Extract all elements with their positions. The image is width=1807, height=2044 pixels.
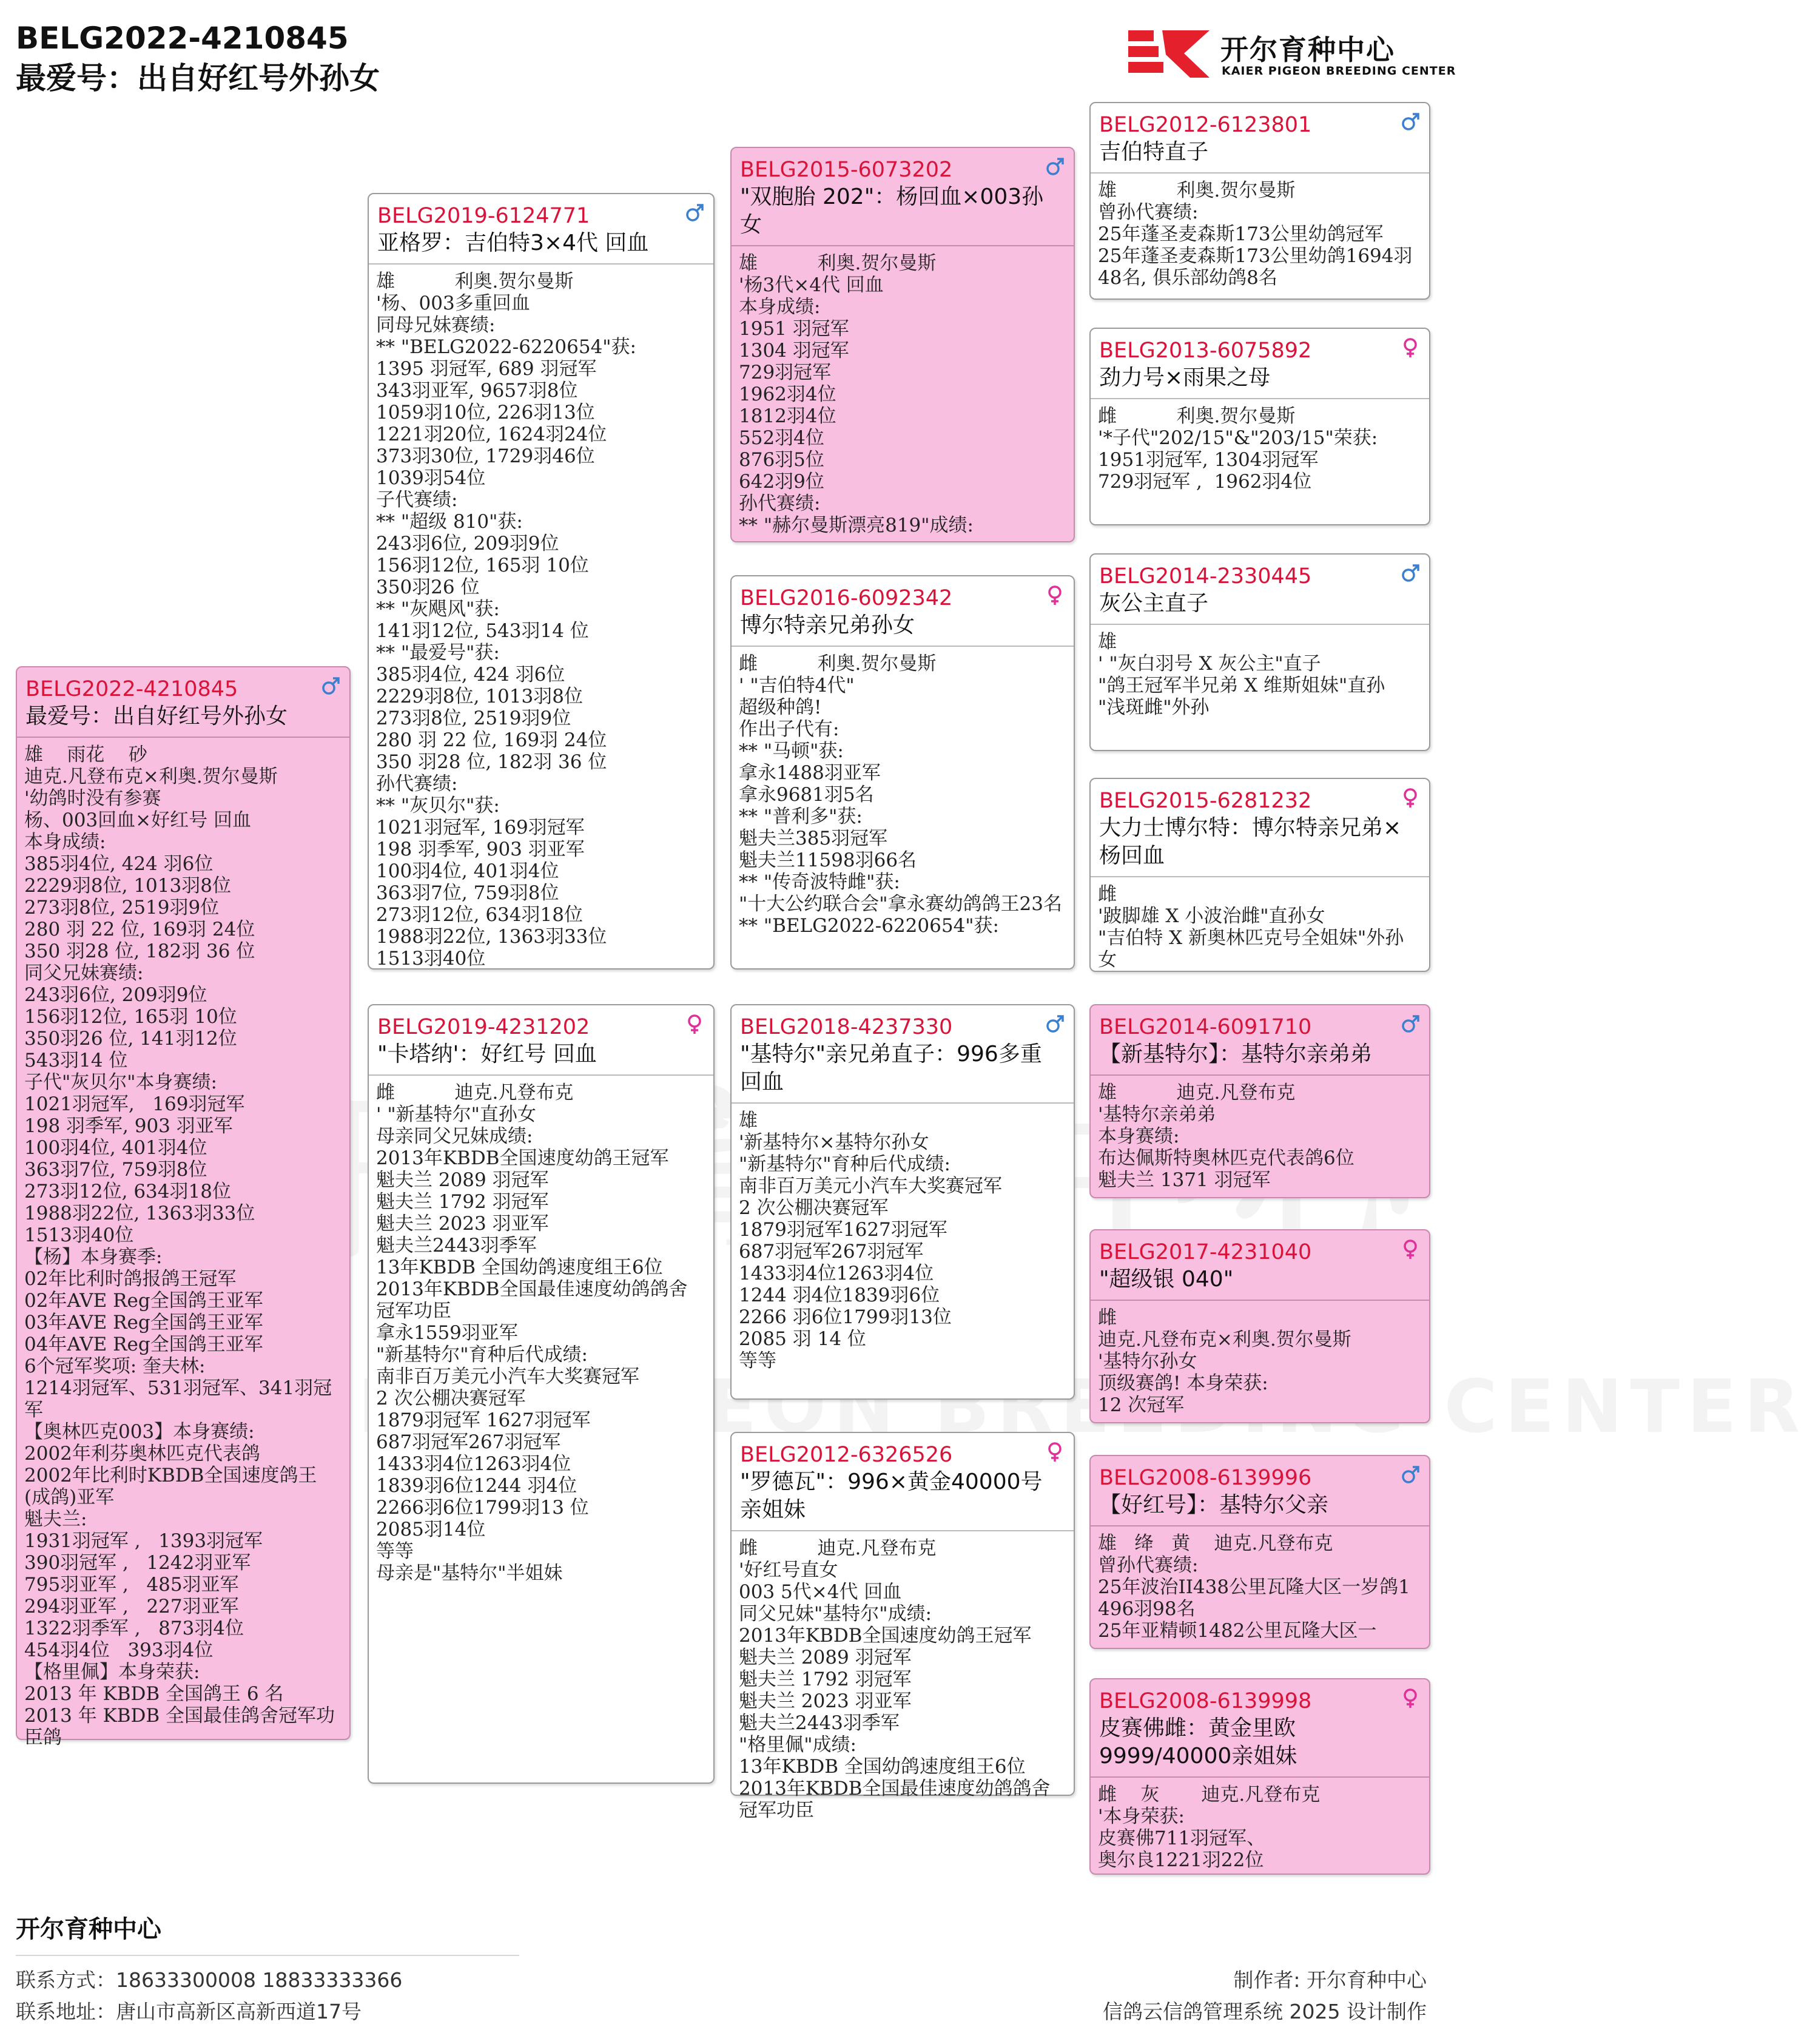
pigeon-name: 亚格罗：吉伯特3×4代 回血 xyxy=(377,231,649,255)
card-header xyxy=(1091,1230,1429,1301)
pigeon-name: "罗德瓦"：996×黄金40000号亲姐妹 xyxy=(740,1469,1043,1522)
footer-divider xyxy=(16,1955,519,1956)
female-icon xyxy=(1045,585,1065,605)
pedigree-card-dam-dam xyxy=(730,1432,1075,1821)
pigeon-name: 博尔特亲兄弟孙女 xyxy=(740,613,915,638)
ring-number: BELG2019-4231202 xyxy=(377,1015,590,1039)
card-header xyxy=(369,1005,713,1076)
card-body: 雄 ' "灰白羽号 X 灰公主"直子 "鸽王冠军半兄弟 X 维斯姐妹"直孙 "浅斑雌"外孙 xyxy=(1098,631,1385,718)
footer-company: 开尔育种中心 xyxy=(16,1915,161,1943)
ring-number: BELG2016-6092342 xyxy=(740,586,953,610)
pigeon-name: 【新基特尔】：基特尔亲弟弟 xyxy=(1099,1042,1373,1067)
female-icon xyxy=(684,1014,705,1034)
ring-number: BELG2014-2330445 xyxy=(1099,564,1312,589)
male-icon xyxy=(684,203,705,223)
female-icon xyxy=(1400,1688,1421,1708)
card-body: 雄 利奥.贺尔曼斯 '杨、003多重回血 同母兄妹赛绩: ** "BELG2022-6220654"获: 1395 羽冠军, 689 羽冠军 343羽亚军, 9657羽8位 1059羽10位, 226羽13位 1221羽20位, 1624羽24位 373羽30位, 1729羽46位 1039羽54位 子代赛绩: ** "超级 810"获: 243羽6位, 209羽9位 156羽12位, 165羽 10位 350羽26 位 ** "灰飓风"获: 141羽12位, 543羽14 位 ** "最爱号"获: 385羽4位, 424 羽6位 2229羽8位, 1013羽8位 273羽8位, 2519羽9位 280 羽 22 位, 169羽 24位 350 羽28 位, 182羽 36 位 孙代赛绩: ** "灰贝尔"获: 1021羽冠军, 169羽冠军 198 羽季军, 903 羽亚军 100羽4位, 401羽4位 363羽7位, 759羽8位 273羽12位, 634羽18位 1988羽22位, 1363羽33位 1513羽40位 xyxy=(376,271,637,970)
pigeon-name: 大力士博尔特：博尔特亲兄弟×杨回血 xyxy=(1099,815,1402,868)
pedigree-card-dss xyxy=(1089,1004,1430,1198)
card-header xyxy=(1091,329,1429,399)
card-body: 雄 绛 黄 迪克.凡登布克 曾孙代赛绩: 25年波治II438公里瓦隆大区一岁鸽1496羽98名 25年亚精顿1482公里瓦隆大区一 xyxy=(1098,1533,1410,1642)
footer-system: 信鸽云信鸽管理系统 2025 设计制作 xyxy=(1103,2000,1427,2023)
ring-number: BELG2017-4231040 xyxy=(1099,1240,1312,1264)
female-icon xyxy=(1400,788,1421,808)
male-icon xyxy=(1045,157,1065,177)
card-body: 雌 灰 迪克.凡登布克 '本身荣获: 皮赛佛711羽冠军、 奥尔良1221羽22位 xyxy=(1098,1784,1321,1871)
card-body: 雄 雨花 砂 迪克.凡登布克×利奥.贺尔曼斯 '幼鸽时没有参赛 杨、003回血×好红号 回血 本身成绩: 385羽4位, 424 羽6位 2229羽8位, 1013羽8位 273羽8位, 2519羽9位 280 羽 22 位, 169羽 24位 350 羽28 位, 182羽 36 位 同父兄妹赛绩: 243羽6位, 209羽9位 156羽12位, 165羽 10位 350羽26 位, 141羽12位 543羽14 位 子代"灰贝尔"本身赛绩: 1021羽冠军, 169羽冠军 198 羽季军, 903 羽亚军 100羽4位, 401羽4位 363羽7位, 759羽8位 273羽12位, 634羽18位 1988羽22位, 1363羽33位 1513羽40位 【杨】本身赛季: 02年比利时鸽报鸽王冠军 02年AVE Reg全国鸽王亚军 03年AVE Reg全国鸽王亚军 04年AVE Reg全国鸽王亚军 6个冠军奖项: 奎夫林: 1214羽冠军、531羽冠军、341羽冠军 【奥林匹克003】本身赛绩: 2002年利芬奥林匹克代表鸽 2002年比利时KBDB全国速度鸽王(成鸽)亚军 魁夫兰: 1931羽冠军 , 1393羽冠军 390羽冠军 , 1242羽亚军 795羽亚军 , 485羽亚军 294羽亚军 , 227羽亚军 1322羽季军 , 873羽4位 454羽4位 393羽4位 【格里佩】本身荣获: 2013 年 KBDB 全国鸽王 6 名 2013 年 KBDB 全国最佳鸽舍冠军功臣鸽 xyxy=(24,744,335,1749)
female-icon xyxy=(1400,337,1421,358)
card-header xyxy=(732,1005,1074,1104)
pigeon-name: "双胞胎 202"：杨回血×003孙女 xyxy=(740,184,1044,237)
card-body: 雌 迪克.凡登布克×利奥.贺尔曼斯 '基特尔孙女 顶级赛鸽! 本身荣获: 12 次冠军 xyxy=(1098,1307,1351,1416)
ring-number: BELG2022-4210845 xyxy=(25,677,238,701)
card-header xyxy=(1091,1456,1429,1526)
pedigree-card-sire xyxy=(368,193,715,970)
footer-credits xyxy=(1103,1965,1427,2028)
ring-number: BELG2012-6123801 xyxy=(1099,113,1312,137)
card-header xyxy=(1091,779,1429,877)
card-header xyxy=(17,667,349,738)
card-header xyxy=(369,194,713,265)
logo-subtitle: KAIER PIGEON BREEDING CENTER xyxy=(1222,64,1456,78)
pedigree-card-ddd xyxy=(1089,1678,1430,1875)
pedigree-card-sds xyxy=(1089,553,1430,751)
male-icon xyxy=(1400,1014,1421,1034)
card-body: 雌 利奥.贺尔曼斯 ' "吉伯特4代" 超级种鸽! 作出子代有: ** "马顿"获: 拿永1488羽亚军 拿永9681羽5名 ** "普利多"获: 魁夫兰385羽冠军 魁夫兰11598羽66名 ** "传奇波特雌"获: "十大公约联合会"拿永赛幼鸽鸽王23名 ** "BELG2022-6220654"获: xyxy=(739,653,1062,937)
footer-phone: 联系方式：18633300008 18833333366 xyxy=(16,1968,403,1992)
female-icon xyxy=(1400,1239,1421,1260)
pigeon-name: 灰公主直子 xyxy=(1099,591,1209,616)
page-title-name: 最爱号：出自好红号外孙女 xyxy=(16,61,380,96)
card-body: 雌 利奥.贺尔曼斯 '*子代"202/15"&"203/15"荣获: 1951羽冠军, 1304羽冠军 729羽冠军 , 1962羽4位 xyxy=(1098,405,1378,493)
logo-name: 开尔育种中心 xyxy=(1220,33,1395,66)
footer-address: 联系地址：唐山市高新区高新西道17号 xyxy=(16,2000,362,2023)
page-title-ring: BELG2022-4210845 xyxy=(16,21,349,56)
male-icon xyxy=(1400,563,1421,584)
footer-maker: 制作者: 开尔育种中心 xyxy=(1233,1968,1427,1992)
card-header xyxy=(732,576,1074,647)
male-icon xyxy=(1045,1014,1065,1034)
male-icon xyxy=(320,676,341,697)
ring-number: BELG2019-6124771 xyxy=(377,204,590,228)
male-icon xyxy=(1400,112,1421,132)
pedigree-card-sire-sire xyxy=(730,147,1075,542)
card-body: 雌 迪克.凡登布克 '好红号直女 003 5代×4代 回血 同父兄妹"基特尔"成绩: 2013年KBDB全国速度幼鸽王冠军 魁夫兰 2089 羽冠军 魁夫兰 1792 羽冠军 魁夫兰 2023 羽亚军 魁夫兰2443羽季军 "格里佩"成绩: 13年KBDB 全国幼鸽速度组王6位 2013年KBDB全国最佳速度幼鸽鸽舍冠军功臣 xyxy=(739,1537,1051,1821)
pigeon-name: 吉伯特直子 xyxy=(1099,140,1209,164)
pedigree-card-dsd xyxy=(1089,1229,1430,1423)
card-body: 雄 迪克.凡登布克 '基特尔亲弟弟 本身赛绩: 布达佩斯特奥林匹克代表鸽6位 魁夫兰 1371 羽冠军 xyxy=(1098,1082,1354,1191)
female-icon xyxy=(1045,1442,1065,1462)
pigeon-name: "超级银 040" xyxy=(1099,1267,1234,1292)
pigeon-name: "卡塔纳'：好红号 回血 xyxy=(377,1042,597,1067)
card-header xyxy=(1091,1005,1429,1076)
pedigree-card-dam xyxy=(368,1004,715,1784)
pigeon-name: 【好红号】：基特尔父亲 xyxy=(1099,1493,1329,1517)
card-header xyxy=(1091,103,1429,174)
pedigree-card-ssd xyxy=(1089,328,1430,525)
card-header xyxy=(1091,555,1429,625)
company-logo xyxy=(1123,23,1456,84)
card-body: 雌 '跛脚雄 X 小波治雌"直孙女 "吉伯特 X 新奥林匹克号全姐妹"外孙女 xyxy=(1098,883,1404,971)
pedigree-card-dam-sire xyxy=(730,1004,1075,1400)
ring-number: BELG2015-6073202 xyxy=(740,158,953,182)
card-body: 雄 '新基特尔×基特尔孙女 "新基特尔"育种后代成绩: 南非百万美元小汽车大奖赛冠军 2 次公棚决赛冠军 1879羽冠军1627羽冠军 687羽冠军267羽冠军 1433羽4位1263羽4位 1244 羽4位1839羽6位 2266 羽6位1799羽13位 2085 羽 14 位 等等 xyxy=(739,1110,1002,1372)
ring-number: BELG2013-6075892 xyxy=(1099,339,1312,363)
logo-mark-icon xyxy=(1123,27,1214,81)
pigeon-name: 最爱号：出自好红号外孙女 xyxy=(25,704,288,729)
ring-number: BELG2008-6139996 xyxy=(1099,1466,1312,1490)
pigeon-name: 皮赛佛雌：黄金里欧9999/40000亲姐妹 xyxy=(1099,1716,1297,1769)
pigeon-name: 劲力号×雨果之母 xyxy=(1099,365,1271,390)
page-title xyxy=(16,18,380,98)
ring-number: BELG2014-6091710 xyxy=(1099,1015,1312,1039)
ring-number: BELG2012-6326526 xyxy=(740,1443,953,1467)
pedigree-card-sdd xyxy=(1089,778,1430,972)
ring-number: BELG2018-4237330 xyxy=(740,1015,953,1039)
pedigree-card-sss xyxy=(1089,102,1430,300)
pedigree-card-subject xyxy=(16,666,351,1749)
footer-contact-block xyxy=(16,1965,402,2028)
pedigree-card-sire-dam xyxy=(730,575,1075,970)
male-icon xyxy=(1400,1465,1421,1485)
card-header xyxy=(1091,1679,1429,1778)
card-body: 雄 利奥.贺尔曼斯 '杨3代×4代 回血 本身成绩: 1951 羽冠军 1304 羽冠军 729羽冠军 1962羽4位 1812羽4位 552羽4位 876羽5位 642羽9位 孙代赛绩: ** "赫尔曼斯漂亮819"成绩: xyxy=(739,252,974,536)
ring-number: BELG2015-6281232 xyxy=(1099,789,1312,813)
card-body: 雄 利奥.贺尔曼斯 曾孙代赛绩: 25年蓬圣麦森斯173公里幼鸽冠军 25年蓬圣麦森斯173公里幼鸽1694羽48名, 俱乐部幼鸽8名 xyxy=(1098,180,1413,289)
card-body: 雌 迪克.凡登布克 ' "新基特尔"直孙女 母亲同父兄妹成绩: 2013年KBDB全国速度幼鸽王冠军 魁夫兰 2089 羽冠军 魁夫兰 1792 羽冠军 魁夫兰 2023 羽亚军 魁夫兰2443羽季军 13年KBDB 全国幼鸽速度组王6位 2013年KBDB全国最佳速度幼鸽鸽舍冠军功臣 拿永1559羽亚军 "新基特尔"育种后代成绩: 南非百万美元小汽车大奖赛冠军 2 次公棚决赛冠军 1879羽冠军 1627羽冠军 687羽冠军267羽冠军 1433羽4位1263羽4位 1839羽6位1244 羽4位 2266羽6位1799羽13 位 2085羽14位 等等 母亲是"基特尔"半姐妹 xyxy=(376,1082,688,1584)
pigeon-name: "基特尔"亲兄弟直子：996多重回血 xyxy=(740,1042,1042,1095)
card-header xyxy=(732,1433,1074,1531)
ring-number: BELG2008-6139998 xyxy=(1099,1689,1312,1713)
pedigree-card-dds xyxy=(1089,1455,1430,1649)
card-header xyxy=(732,148,1074,246)
